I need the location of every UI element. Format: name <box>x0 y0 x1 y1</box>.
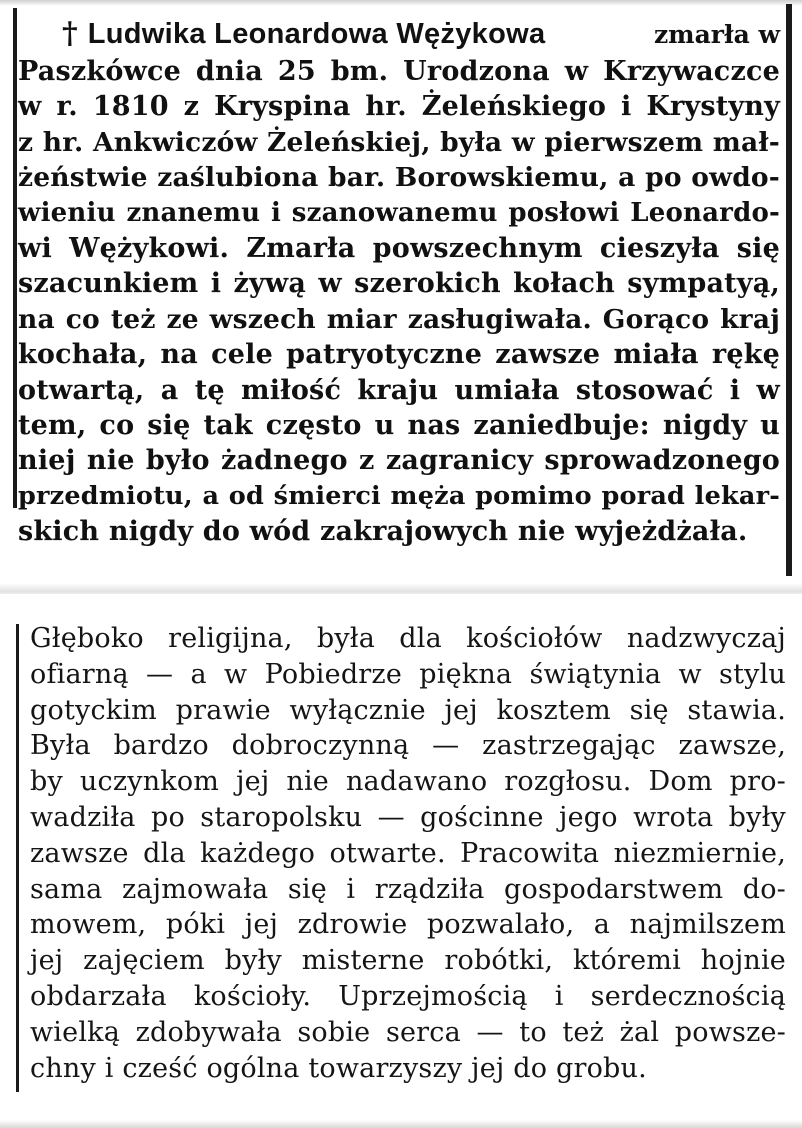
headline-continuation: zmarła w <box>653 20 780 49</box>
cross-symbol: † <box>62 16 78 51</box>
torn-top-edge <box>0 0 802 6</box>
text-line: kochała, na cele patryotyczne zawsze miała rękę <box>18 339 780 371</box>
obituary-bottom-column <box>30 621 786 1086</box>
text-line: przedmiotu, a od śmierci męża pomimo porad lekar- <box>18 480 780 511</box>
text-line: gotyckim prawie wyłącznie jej kosztem się stawia. <box>30 694 786 726</box>
deceased-name: Ludwika Leonardowa Wężykowa <box>87 18 546 50</box>
text-line: obdarzała kościoły. Uprzejmością i serdecznością <box>30 980 786 1012</box>
text-line: z hr. Ankwiczów Żeleńskiej, była w pierwszem mał- <box>18 126 780 158</box>
text-line: wi Wężykowi. Zmarła powszechnym cieszyła się <box>18 232 780 264</box>
text-line: wieniu znanemu i szanowanemu posłowi Leonardo- <box>18 197 780 228</box>
clipping-bottom <box>0 594 802 1128</box>
text-line: skich nigdy do wód zakrajowych nie wyjeżdżała. <box>18 516 748 548</box>
obituary-headline <box>18 14 780 54</box>
text-line: na co też ze wszech miar zasługiwała. Gorąco kraj <box>18 303 780 335</box>
text-line: sama zajmowała się i rządziła gospodarstwem do- <box>30 873 786 905</box>
text-line: otwartą, a tę miłość kraju umiała stosować i w <box>18 374 780 406</box>
text-line: w r. 1810 z Kryspina hr. Żeleńskiego i Krystyny <box>18 91 780 123</box>
column-rule-left-lower <box>16 624 19 1092</box>
text-line: ofiarną — a w Pobiedrze piękna świątynia w stylu <box>30 658 786 690</box>
text-line: Głęboko religijna, była dla kościołów nadzwyczaj <box>30 623 786 654</box>
text-line: jej zajęciem były misterne robótki, któremi hojnie <box>30 945 786 977</box>
text-line: Paszkówce dnia 25 bm. Urodzona w Krzywaczce <box>18 56 780 87</box>
text-line: Była bardzo dobroczynną — zastrzegając zawsze, <box>30 730 786 762</box>
text-line: by uczynkom jej nie nadawano rozgłosu. Dom pro- <box>30 766 786 798</box>
column-rule-right <box>786 4 792 576</box>
text-line: zawsze dla każdego otwarte. Pracowita niezmiernie, <box>30 837 786 869</box>
column-rule-left <box>13 8 17 508</box>
text-line: chny i cześć ogólna towarzyszy jej do grobu. <box>30 1052 647 1084</box>
text-line: szacunkiem i żywą w szerokich kołach sympatyą, <box>18 268 780 300</box>
text-line: żeństwie zaślubiona bar. Borowskiemu, a po owdo- <box>18 162 780 194</box>
text-line: wielką zdobywała sobie serca — to też żal powsze- <box>30 1016 786 1048</box>
text-line: niej nie było żadnego z zagranicy sprowadzonego <box>18 445 780 477</box>
text-line: mowem, póki jej zdrowie pozwalało, a najmilszem <box>30 909 786 941</box>
text-line: tem, co się tak często u nas zaniedbuje: nigdy u <box>18 409 780 441</box>
obituary-top-column <box>18 14 780 549</box>
torn-bottom-edge <box>0 1120 802 1128</box>
text-line: wadziła po staropolsku — gościnne jego wrota były <box>30 801 786 833</box>
